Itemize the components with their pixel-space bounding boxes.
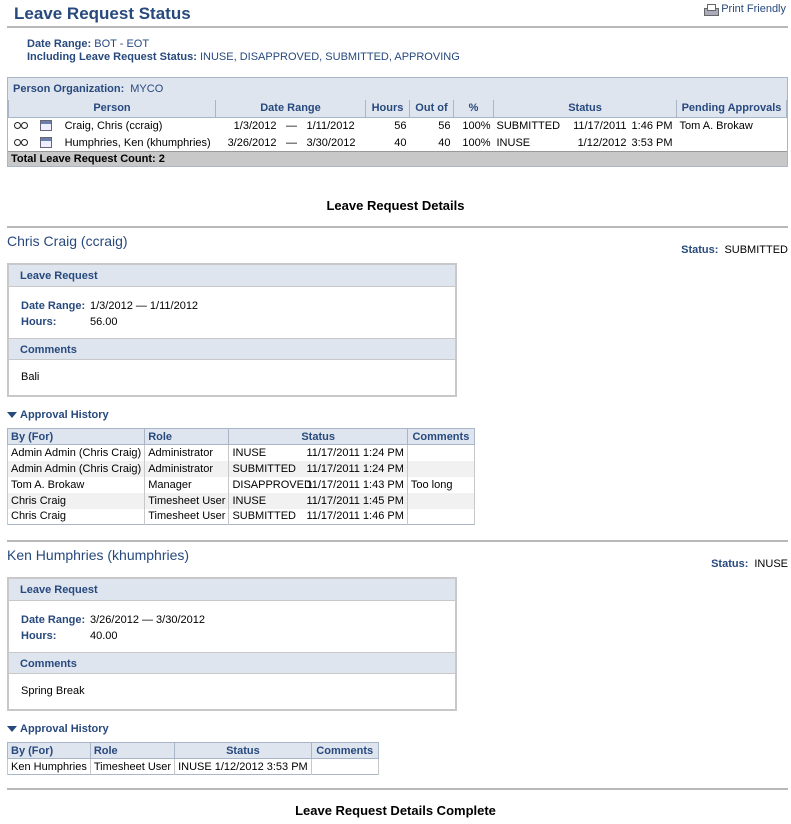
date-range-value: 3/26/2012 — 3/30/2012 [90,614,205,626]
calendar-icon[interactable] [40,120,52,131]
printer-icon [704,4,717,15]
col-status: Status [229,429,407,445]
history-by: Chris Craig [8,493,145,509]
history-comments [407,493,474,509]
col-out-of: Out of [410,100,454,117]
leave-request-box [7,263,457,397]
history-role: Manager [145,477,229,493]
history-date: 11/17/2011 1:45 PM [306,494,404,507]
history-status: DISAPPROVED [232,478,312,491]
history-status: INUSE [232,494,267,507]
history-comments [407,461,474,477]
collapse-triangle-icon [7,726,17,732]
date-range-label: Date Range: [21,300,86,312]
print-friendly-label: Print Friendly [721,3,786,15]
table-row [8,493,475,509]
leave-request-box [7,577,457,711]
history-date: 11/17/2011 1:43 PM [306,478,404,491]
comments-text: Bali [21,371,40,383]
date-dash: — [286,136,297,149]
details-divider [7,226,788,228]
table-row [8,477,475,493]
date-range-label: Date Range: [21,614,86,626]
org-row [8,78,787,100]
history-role: Timesheet User [145,493,229,509]
approval-history-toggle[interactable] [7,723,109,735]
col-comments: Comments [407,429,474,445]
collapse-triangle-icon [7,412,17,418]
status-date: 1/12/2012 [577,136,627,149]
status-cell: SUBMITTED [496,119,561,132]
status-time: 1:46 PM [631,119,673,132]
history-comments [407,445,474,461]
page-title: Leave Request Status [14,4,191,23]
col-date-range: Date Range [216,100,366,117]
org-value: MYCO [130,83,164,95]
date-from: 1/3/2012 [233,119,277,132]
percent-cell: 100% [462,119,491,132]
status-filter-label: Including Leave Request Status: [27,51,197,63]
history-by: Admin Admin (Chris Craig) [8,461,145,477]
history-date: 11/17/2011 1:46 PM [306,510,404,523]
history-by: Chris Craig [8,509,145,525]
approval-history-table [7,428,475,525]
table-row [8,509,475,525]
person-heading: Ken Humphries (khumphries) [7,547,190,563]
history-status: SUBMITTED [232,510,296,523]
col-comments: Comments [311,743,378,759]
status-date: 11/17/2011 [573,119,627,132]
hours-value: 56.00 [90,316,118,328]
out-of-cell: 40 [438,136,451,149]
pending-cell: Tom A. Brokaw [679,119,753,132]
person-status-label: Status: [681,244,719,256]
col-role: Role [145,429,229,445]
approval-history-table [7,742,379,775]
col-status: Status [175,743,312,759]
col-person: Person [9,100,216,117]
status-filter-value: INUSE, DISAPPROVED, SUBMITTED, APPROVING [199,51,460,63]
out-of-cell: 56 [438,119,451,132]
col-percent: % [454,100,494,117]
col-pending-approvals: Pending Approvals [677,100,787,117]
approval-history-label: Approval History [20,723,109,735]
summary-table [8,100,787,151]
status-time: 3:53 PM [631,136,673,149]
comments-header: Comments [9,652,455,674]
col-hours: Hours [366,100,410,117]
history-date: 11/17/2011 1:24 PM [306,446,404,459]
table-row [8,461,475,477]
person-divider [7,540,788,542]
history-date: 11/17/2011 1:24 PM [306,462,404,475]
history-date: 1/12/2012 3:53 PM [214,760,308,773]
history-comments [311,759,378,775]
total-count: Total Leave Request Count: 2 [8,151,787,166]
bottom-divider [7,788,788,790]
title-divider [7,26,788,28]
date-to: 3/30/2012 [306,136,356,149]
table-row [9,134,787,151]
hours-label: Hours: [21,316,57,328]
date-from: 3/26/2012 [227,136,277,149]
approval-history-label: Approval History [20,409,109,421]
history-comments [407,509,474,525]
table-row [8,759,379,775]
person-name: Craig, Chris (ccraig) [64,119,163,132]
approval-history-toggle[interactable] [7,409,109,421]
comments-text: Spring Break [21,685,85,697]
history-role: Administrator [145,445,229,461]
percent-cell: 100% [462,136,491,149]
table-row [8,445,475,461]
history-by: Ken Humphries [8,759,91,775]
calendar-icon[interactable] [40,137,52,148]
history-role: Timesheet User [90,759,174,775]
status-cell: INUSE [496,136,531,149]
col-role: Role [90,743,174,759]
history-by: Tom A. Brokaw [8,477,145,493]
details-complete: Leave Request Details Complete [295,803,496,818]
person-name: Humphries, Ken (khumphries) [64,136,211,149]
view-glasses-icon[interactable] [14,120,28,129]
date-range-label: Date Range: [27,38,92,50]
person-status-value: INUSE [754,558,788,570]
date-to: 1/11/2012 [306,119,355,132]
history-by: Admin Admin (Chris Craig) [8,445,145,461]
date-range-value: BOT - EOT [94,38,150,50]
hours-label: Hours: [21,630,57,642]
history-role: Administrator [145,461,229,477]
leave-request-header: Leave Request [9,579,455,601]
hours-cell: 56 [394,119,407,132]
person-status-value: SUBMITTED [724,244,788,256]
filter-summary [27,38,460,64]
history-status: INUSE [178,760,212,773]
hours-value: 40.00 [90,630,118,642]
leave-request-header: Leave Request [9,265,455,287]
history-status: SUBMITTED [232,462,296,475]
history-role: Timesheet User [145,509,229,525]
date-dash: — [286,119,297,132]
hours-cell: 40 [394,136,407,149]
comments-header: Comments [9,338,455,360]
details-title: Leave Request Details [326,198,465,213]
person-heading: Chris Craig (ccraig) [7,233,128,249]
person-status-label: Status: [711,558,749,570]
pending-cell [677,134,787,151]
view-glasses-icon[interactable] [14,137,28,146]
org-label: Person Organization: [13,83,125,95]
table-row [9,117,787,134]
date-range-value: 1/3/2012 — 1/11/2012 [90,300,199,312]
history-status: INUSE [232,446,267,459]
person-status [711,558,788,570]
person-status [681,244,788,256]
col-by: By (For) [8,743,91,759]
print-friendly-link[interactable] [704,3,786,15]
col-by: By (For) [8,429,145,445]
history-comments: Too long [407,477,474,493]
col-status: Status [494,100,677,117]
summary-panel [7,77,788,167]
